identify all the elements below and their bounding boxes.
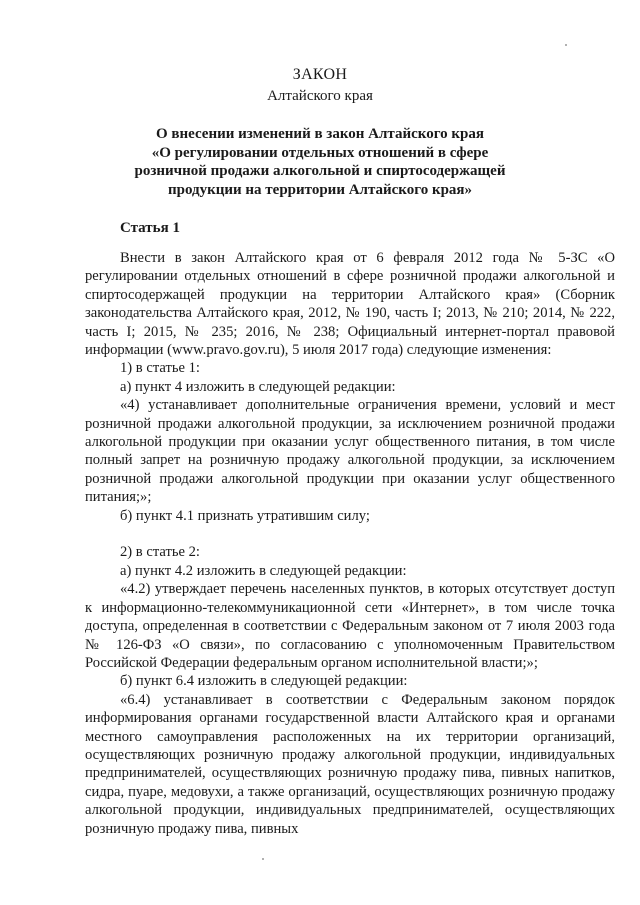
law-type-label: ЗАКОН — [292, 66, 348, 83]
body-paragraph: 1) в статье 1: — [120, 360, 200, 377]
scan-speck — [565, 44, 567, 46]
body-paragraph: «4.2) утверждает перечень населенных пунктов, в которых отсутствует доступ к информационно-телекоммуникационной сети «Интернет», в том числе точка доступа, определенная в соответствии с Федеральным законом от 7 июля 2003 года № 126-ФЗ «О связи», по согласованию с уполномоченным Правительством Российской Федерации федеральным органом исполнительной власти;»; — [85, 581, 615, 671]
law-region: Алтайского края — [267, 88, 373, 104]
law-title-line: О внесении изменений в закон Алтайского края — [155, 126, 485, 142]
body-paragraph: 2) в статье 2: — [120, 544, 200, 561]
body-paragraph: б) пункт 4.1 признать утратившим силу; — [120, 507, 370, 524]
body-paragraph: «4) устанавливает дополнительные ограничения времени, условий и мест розничной продажи алкогольной продукции, за исключением розничной продажи алкогольной продукции при оказании услуг общественного питания, в том числе полный запрет на розничную продажу алкогольной продукции, за исключением розничной продажи алкогольной продукции при оказании услуг общественного питания;»; — [85, 397, 615, 506]
law-title-line: продукции на территории Алтайского края» — [167, 181, 473, 198]
law-title — [0, 125, 640, 199]
body-paragraph: «6.4) устанавливает в соответствии с Федеральным законом порядок информирования органами государственной власти Алтайского края и органами местного самоуправления расположенных на их территории организаций, осуществляющих розничную продажу алкогольной продукции, индивидуальных предпринимателей, осуществляющих розничную продажу пива, пивных напитков, сидра, пуаре, медовухи, а также организаций, осуществляющих розничную продажу алкогольной продукции, индивидуальных предпринимателей, осуществляющих розничную продажу пива, пивных — [85, 691, 615, 837]
article-heading: Статья 1 — [120, 220, 180, 236]
article-body — [85, 249, 615, 838]
body-paragraph: Внести в закон Алтайского края от 6 февраля 2012 года № 5-ЗС «О регулировании отдельных отношений в сфере розничной продажи алкогольной и спиртосодержащей продукции на территории Алтайского края» (Сборник законодательства Алтайского края, 2012, № 190, часть I; 2013, № 210; 2014, № 222, часть I; 2015, № 235; 2016, № 238; Официальный интернет-портал правовой информации (www.pravo.gov.ru), 5 июля 2017 года) следующие изменения: — [85, 250, 615, 359]
paragraph-gap — [85, 525, 615, 543]
body-paragraph: а) пункт 4.2 изложить в следующей редакции: — [120, 562, 407, 579]
scan-speck — [262, 858, 264, 860]
body-paragraph: а) пункт 4 изложить в следующей редакции: — [120, 378, 396, 395]
body-paragraph: б) пункт 6.4 изложить в следующей редакции: — [120, 673, 408, 690]
law-title-line: розничной продажи алкогольной и спиртосодержащей — [134, 163, 506, 179]
law-title-line: «О регулировании отдельных отношений в сфере — [151, 144, 489, 161]
